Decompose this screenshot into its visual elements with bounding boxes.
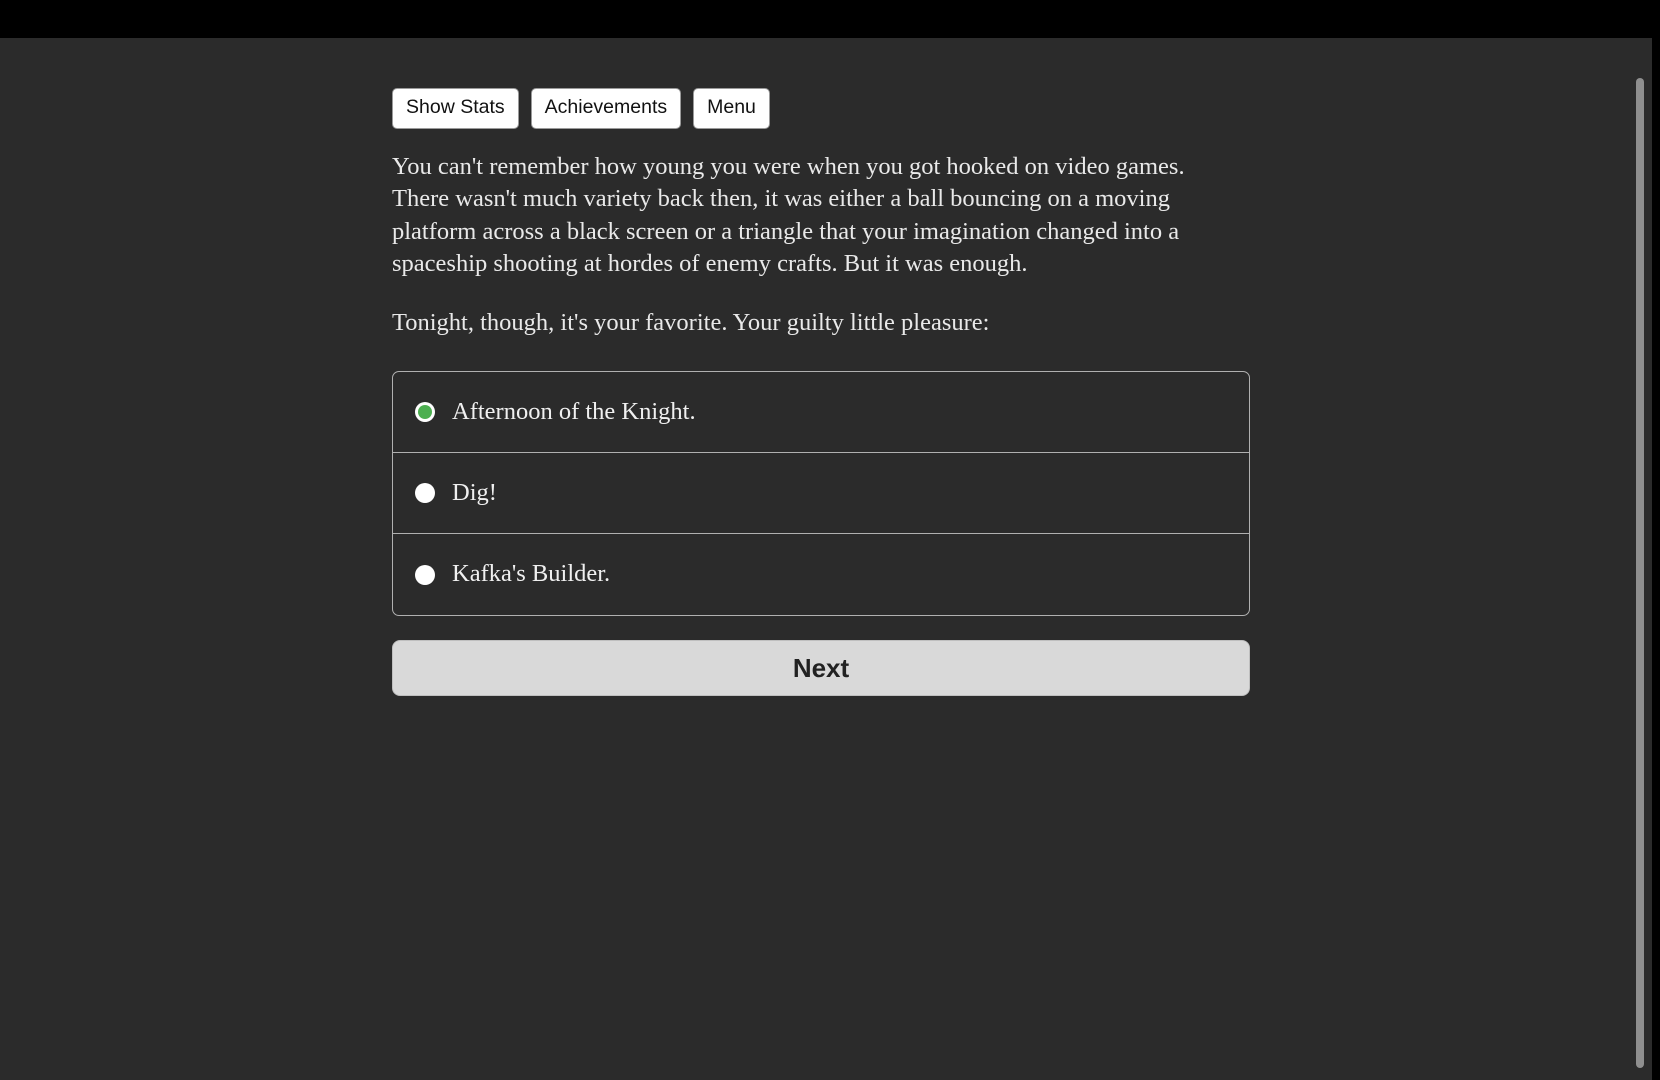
- scrollbar-track[interactable]: [1644, 38, 1652, 1080]
- choice-option-3-label: Kafka's Builder.: [452, 560, 611, 588]
- story-paragraph-1: You can't remember how young you were when you got hooked on video games. There wasn't much variety back then, it was either a ball bouncing on a moving platform across a black screen or a triangle that your imagination changed into a spaceship shooting at hordes of enemy crafts. But it was enough.: [392, 152, 1185, 277]
- radio-unselected-icon[interactable]: [415, 483, 435, 503]
- choice-option-3[interactable]: [393, 534, 1249, 615]
- menu-bar: [392, 88, 1252, 129]
- story-content: [392, 88, 1252, 696]
- next-button[interactable]: Next: [392, 640, 1250, 696]
- choice-option-2[interactable]: [393, 453, 1249, 534]
- radio-unselected-icon[interactable]: [415, 565, 435, 585]
- radio-selected-icon[interactable]: [415, 402, 435, 422]
- achievements-button[interactable]: Achievements: [531, 88, 681, 129]
- game-viewport: [0, 38, 1652, 1080]
- right-gutter: [1652, 38, 1660, 1080]
- choice-option-1-label: Afternoon of the Knight.: [452, 397, 696, 425]
- show-stats-button[interactable]: Show Stats: [392, 88, 519, 129]
- choice-option-2-label: Dig!: [452, 478, 497, 506]
- choice-option-1[interactable]: [393, 372, 1249, 453]
- menu-button[interactable]: Menu: [693, 88, 770, 129]
- choice-list: [392, 371, 1250, 616]
- top-black-bar: [0, 0, 1660, 38]
- scrollbar-thumb[interactable]: [1636, 78, 1644, 1068]
- story-paragraph-2: Tonight, though, it's your favorite. Your guilty little pleasure:: [392, 308, 990, 336]
